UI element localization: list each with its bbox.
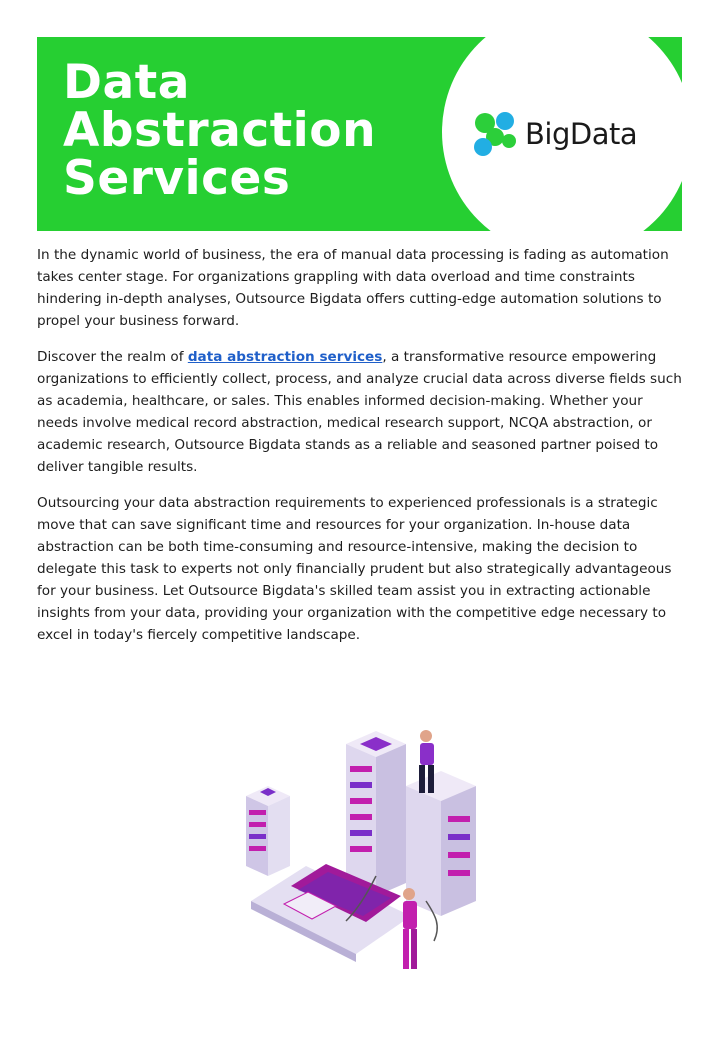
header-banner xyxy=(37,37,682,231)
title-line-2: Abstraction xyxy=(63,103,377,158)
page-title xyxy=(63,55,377,206)
data-abstraction-services-link[interactable]: data abstraction services xyxy=(187,349,383,366)
bigdata-logo-icon xyxy=(471,109,523,159)
paragraph-services-rest: , a transformative resource empowering organizations to efficiently collect, process, and analyze crucial data across diverse fields such as academia, healthcare, or sales. This enables informed decision-making. Whether your needs involve medical record abstraction, medical research support, NCQA abstraction, or academic research, Outsource Bigdata stands as a reliable and seasoned partner poised to deliver tangible results. xyxy=(37,349,682,475)
paragraph-services xyxy=(37,347,685,478)
article-body xyxy=(37,245,685,661)
paragraph-services-start: Discover the realm of xyxy=(37,349,188,366)
paragraph-outsourcing: Outsourcing your data abstraction requirements to experienced professionals is a strategic move that can save significant time and resources for your organization. In-house data abstraction can be both time-consuming and resource-intensive, making the decision to delegate this task to experts not only financially prudent but also strategically advantageous for your business. Let Outsource Bigdata's skilled team assist you in extracting actionable insights from your data, providing your organization with the competitive edge necessary to excel in today's fiercely competitive landscape. xyxy=(37,495,672,643)
paragraph-intro: In the dynamic world of business, the era of manual data processing is fading as automation takes center stage. For organizations grappling with data overload and time constraints hindering in-depth analyses, Outsource Bigdata offers cutting-edge automation solutions to propel your business forward. xyxy=(37,247,669,329)
brand-logo xyxy=(471,109,637,159)
server-laptop-illustration xyxy=(236,726,486,986)
logo-text: BigData xyxy=(525,117,638,151)
title-line-1: Data xyxy=(63,55,190,110)
title-line-3: Services xyxy=(63,151,291,206)
small-server-icon xyxy=(246,786,290,876)
